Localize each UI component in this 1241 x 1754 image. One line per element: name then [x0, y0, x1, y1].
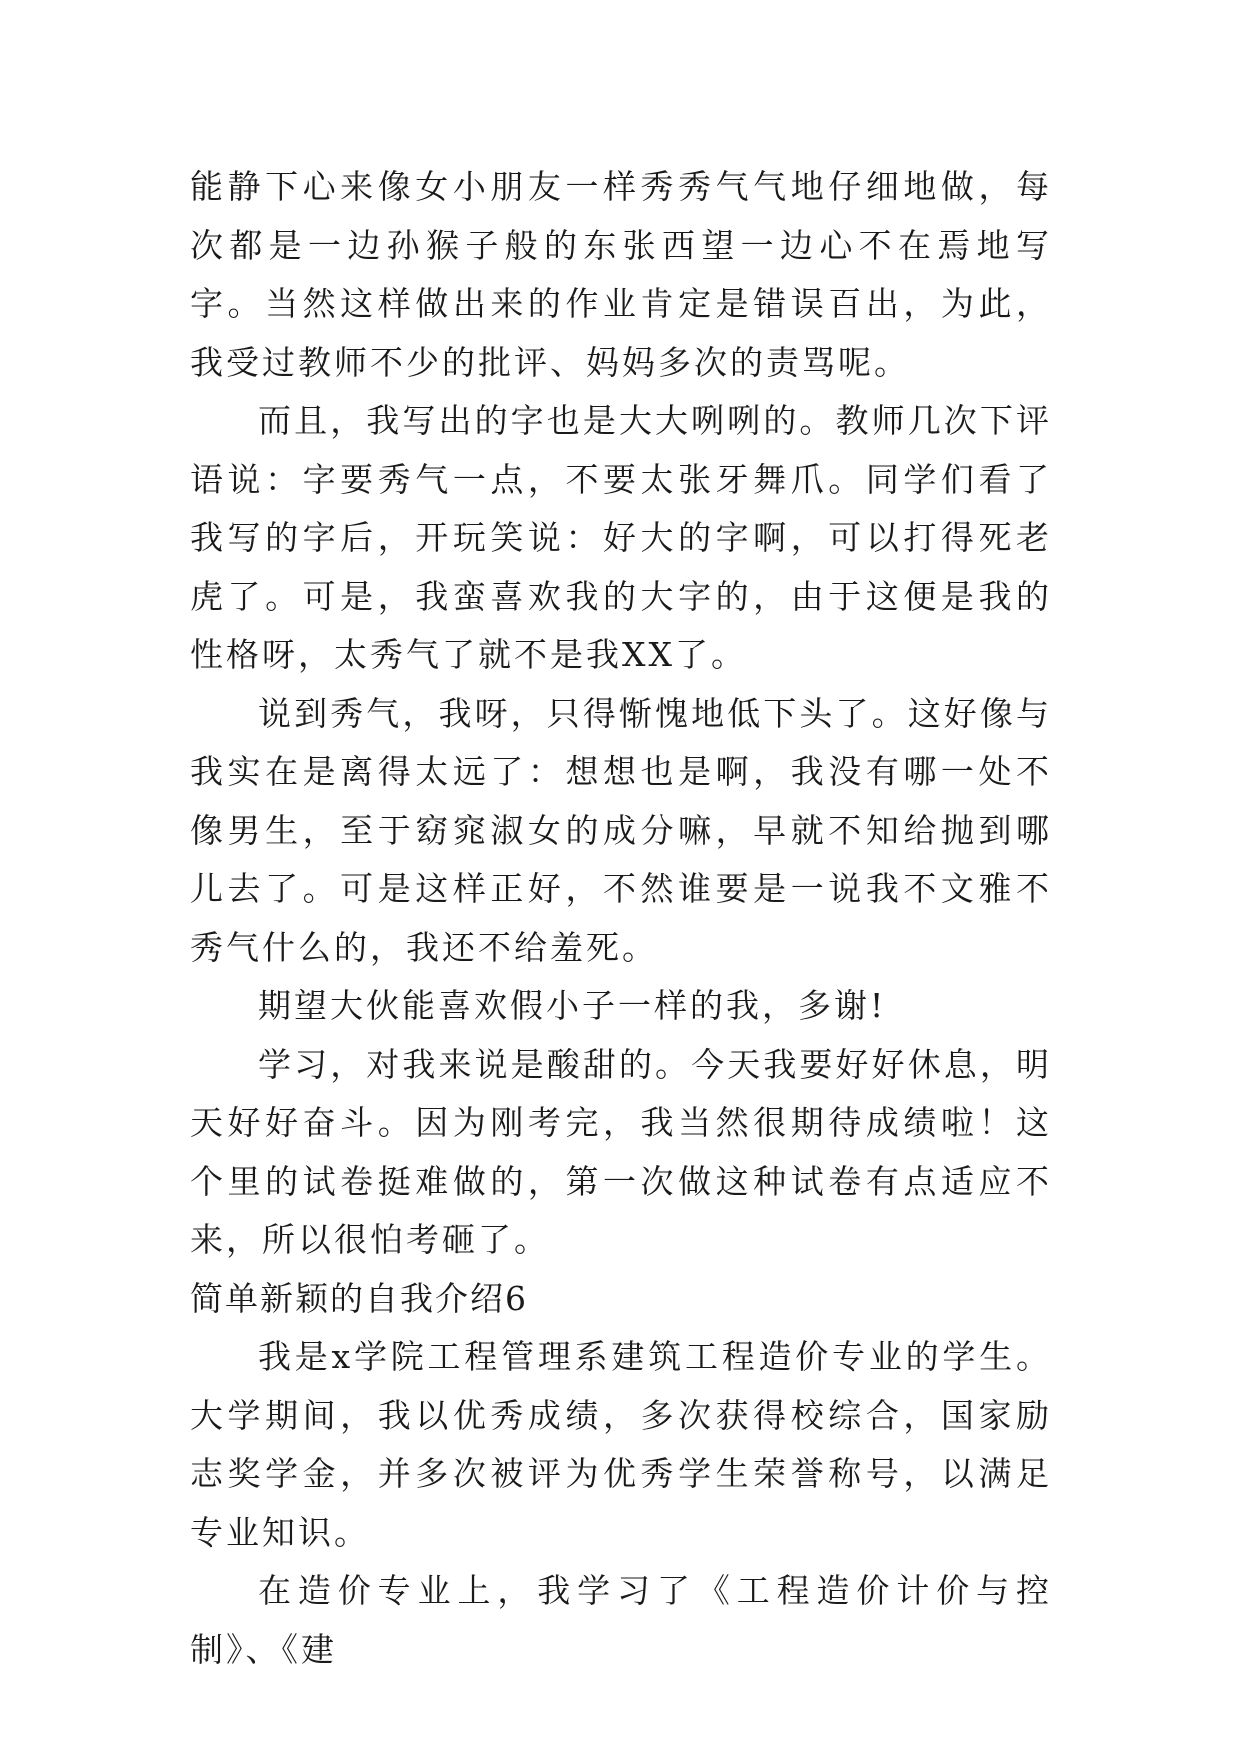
- paragraph-1: 能静下心来像女小朋友一样秀秀气气地仔细地做，每次都是一边孙猴子般的东张西望一边心不在焉地写字。当然这样做出来的作业肯定是错误百出，为此，我受过教师不少的批评、妈妈多次的责骂呢。: [190, 167, 1052, 382]
- section-heading: 简单新颖的自我介绍6: [190, 1278, 528, 1318]
- paragraph-5: 学习，对我来说是酸甜的。今天我要好好休息，明天好好奋斗。因为刚考完，我当然很期待成绩啦！这个里的试卷挺难做的，第一次做这种试卷有点适应不来，所以很怕考砸了。: [190, 1044, 1052, 1259]
- section-paragraph-2: 在造价专业上，我学习了《工程造价计价与控制》、《建: [190, 1571, 1052, 1669]
- paragraph-3: 说到秀气，我呀，只得惭愧地低下头了。这好像与我实在是离得太远了：想想也是啊，我没有哪一处不像男生，至于窈窕淑女的成分嘛，早就不知给抛到哪儿去了。可是这样正好，不然谁要是一说我不文雅不秀气什么的，我还不给羞死。: [190, 693, 1052, 967]
- document-body: [190, 158, 1052, 1679]
- paragraph-2: 而且，我写出的字也是大大咧咧的。教师几次下评语说：字要秀气一点，不要太张牙舞爪。同学们看了我写的字后，开玩笑说：好大的字啊，可以打得死老虎了。可是，我蛮喜欢我的大字的，由于这便是我的性格呀，太秀气了就不是我XX了。: [190, 401, 1052, 674]
- section-paragraph-1: 我是x学院工程管理系建筑工程造价专业的学生。大学期间，我以优秀成绩，多次获得校综合，国家励志奖学金，并多次被评为优秀学生荣誉称号，以满足专业知识。: [190, 1337, 1052, 1552]
- paragraph-4: 期望大伙能喜欢假小子一样的我，多谢!: [258, 986, 887, 1025]
